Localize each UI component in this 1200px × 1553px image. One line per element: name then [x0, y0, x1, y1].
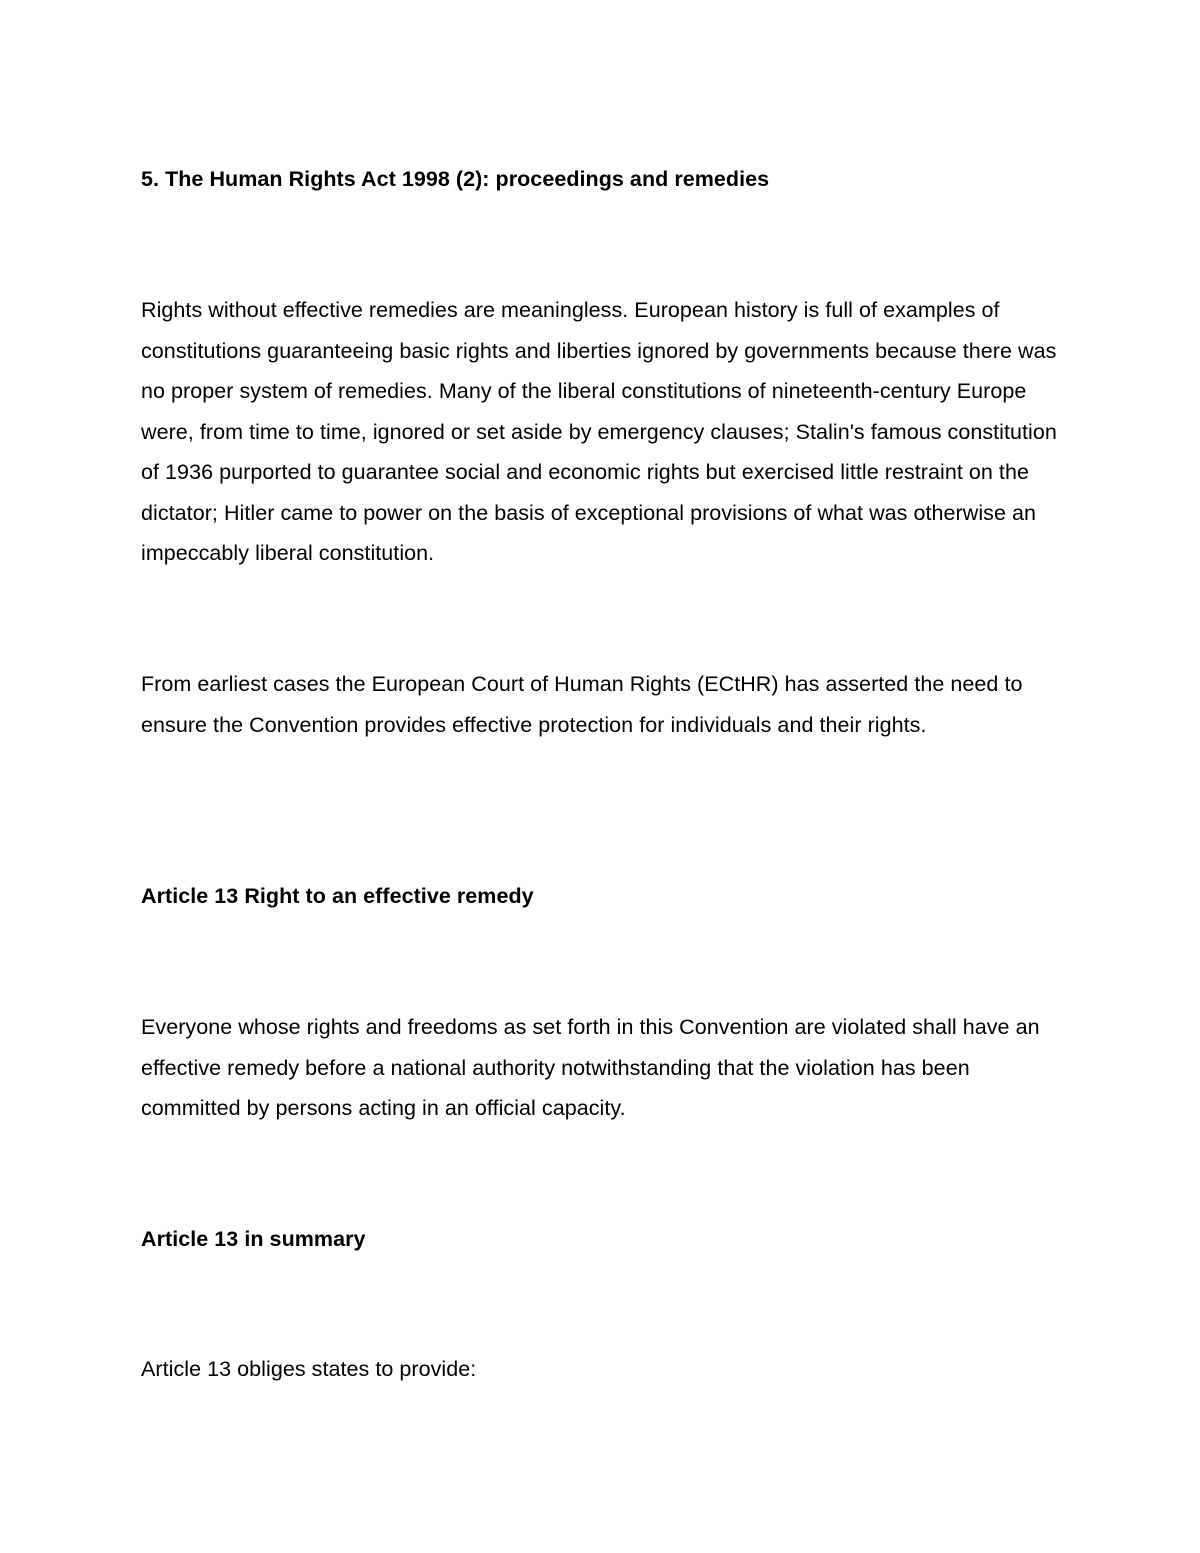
- intro-paragraph: Rights without effective remedies are meaningless. European history is full of examples of constitutions guaranteeing basic rights and liberties ignored by governments because there was no proper system of remedies. Many of the liberal constitutions of nineteenth-century Europe were, from time to time, ignored or set aside by emergency clauses; Stalin's famous constitution of 1936 purported to guarantee social and economic rights but exercised little restraint on the dictator; Hitler came to power on the basis of exceptional provisions of what was otherwise an impeccably liberal constitution.: [141, 298, 1057, 565]
- article-13-summary-heading: Article 13 in summary: [141, 1227, 366, 1251]
- article-13-heading: Article 13 Right to an effective remedy: [141, 884, 534, 908]
- document-title: 5. The Human Rights Act 1998 (2): proceedings and remedies: [141, 167, 770, 191]
- article-13-text: Everyone whose rights and freedoms as set forth in this Convention are violated shall have an effective remedy before a national authority notwithstanding that the violation has been committed by persons acting in an official capacity.: [141, 1015, 1040, 1120]
- ecthr-paragraph: From earliest cases the European Court of Human Rights (ECtHR) has asserted the need to ensure the Convention provides effective protection for individuals and their rights.: [141, 672, 1023, 737]
- obligations-intro: Article 13 obliges states to provide:: [141, 1357, 477, 1381]
